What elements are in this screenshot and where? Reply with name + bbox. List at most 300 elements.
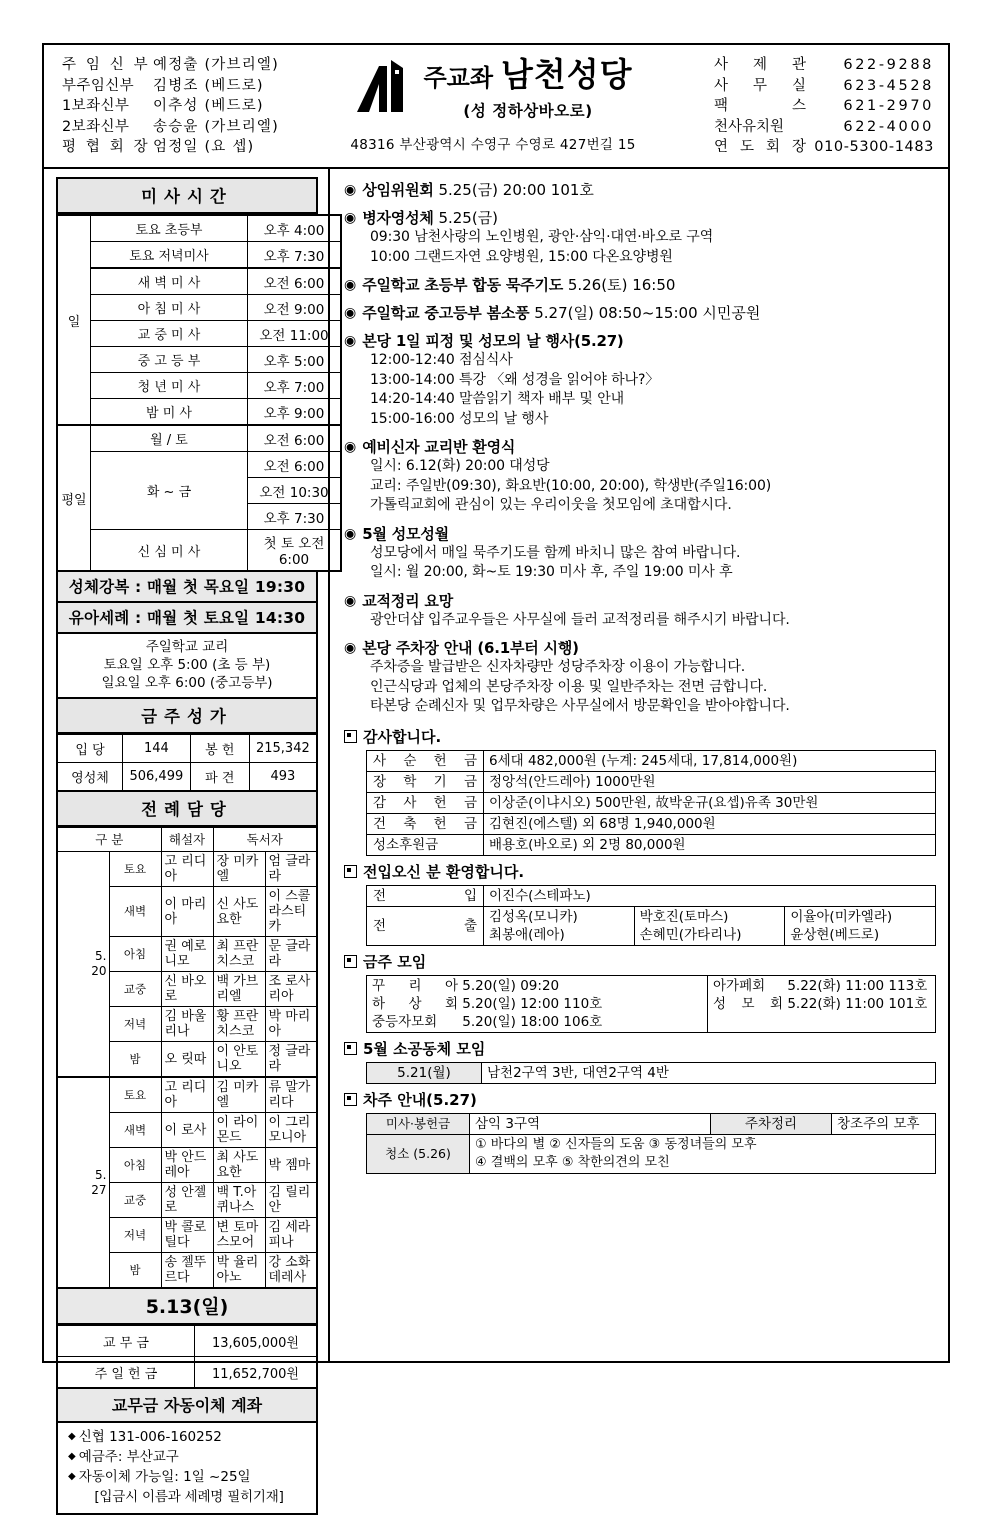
contact-label: 사 무 실 — [714, 77, 806, 94]
mass-name: 토요 저녁미사 — [91, 242, 248, 269]
contact-row — [686, 76, 934, 97]
offering-label: 입 당 — [57, 735, 123, 763]
liturgy-col-commentator: 해설자 — [161, 828, 213, 852]
duty-cleaning-line: ④ 결백의 모후 ⑤ 착한의견의 모친 — [475, 1154, 670, 1170]
liturgy-col-reader: 독서자 — [213, 828, 317, 852]
announcement-title-text: 병자영성체 — [362, 209, 434, 227]
clergy-name: 예정출 (가브리엘) — [153, 57, 279, 73]
weekly-finance-date: 5.13(일) — [56, 1289, 318, 1325]
liturgy-slot: 저녁 — [109, 1218, 161, 1253]
square-bullet-icon — [344, 1093, 357, 1106]
contact-number: 621-2970 — [843, 98, 934, 114]
account-line — [68, 1467, 310, 1487]
liturgy-reader2: 이 그리모니아 — [265, 1113, 317, 1148]
meetings-title: 금주 모임 — [363, 952, 427, 971]
meetings-table — [366, 975, 936, 1033]
thanks-title: 감사합니다. — [363, 727, 442, 746]
table-row — [57, 268, 341, 295]
account-line — [68, 1427, 310, 1447]
contact-row — [686, 55, 934, 76]
diamond-bullet-icon: ◆ — [68, 1471, 76, 1482]
mass-name: 신 심 미 사 — [91, 530, 248, 572]
announcement-title — [362, 181, 594, 200]
announcement-body — [370, 611, 936, 631]
contact-label: 사 제 관 — [714, 57, 806, 73]
mass-time: 오후 9:00 — [248, 399, 342, 426]
sunday-school-box — [56, 634, 318, 699]
diamond-bullet-icon: ◆ — [68, 1431, 76, 1442]
announcement-item — [344, 332, 936, 429]
liturgy-commentator: 김 바울리나 — [161, 1007, 213, 1042]
table-row — [57, 215, 341, 242]
meeting-detail: 5.22(화) 11:00 113호 — [787, 977, 928, 994]
announcement-title-suffix: 5.27(일) 08:50~15:00 시민공원 — [529, 304, 761, 322]
meeting-name: 꾸 리 아 — [372, 977, 458, 994]
church-address: 48316 부산광역시 수영구 수영로 427번길 15 — [350, 137, 636, 153]
liturgy-date-bottom: 20 — [91, 964, 107, 978]
contact-label: 연 도 회 장 — [714, 139, 806, 155]
liturgy-reader1: 변 토마스모어 — [213, 1218, 265, 1253]
weekly-finance-table — [56, 1325, 318, 1389]
transfer-out-name: 이율아(미카엘라) — [790, 908, 893, 925]
mass-schedule-title: 미사시간 — [56, 177, 318, 214]
announcement-title: 본당 주차장 안내 (6.1부터 시행) — [362, 639, 579, 657]
announcement-title: 예비신자 교리반 환영식 — [362, 438, 516, 456]
duty-offering-value: 삼익 3구역 — [470, 1113, 711, 1134]
offering-value: 493 — [249, 763, 317, 792]
announcement-item — [344, 639, 936, 717]
liturgy-date-top: 5. — [95, 949, 107, 963]
liturgy-reader2: 조 로사리아 — [265, 972, 317, 1007]
announcement-body — [370, 658, 936, 717]
duty-offering-label: 미사·봉헌금 — [367, 1113, 470, 1134]
contact-label: 천사유치원 — [714, 118, 785, 135]
thanks-value: 김현진(에스텔) 외 68명 1,940,000원 — [484, 813, 936, 834]
contact-number: 010-5300-1483 — [814, 139, 934, 155]
finance-value: 13,605,000원 — [195, 1326, 318, 1357]
thanks-table — [366, 750, 936, 856]
liturgy-commentator: 성 안젤로 — [161, 1183, 213, 1218]
bullet-circle-icon: ◉ — [344, 439, 357, 455]
meetings-section — [344, 951, 936, 1033]
thanks-label: 감 사 헌 금 — [367, 792, 484, 813]
account-line-text: 예금주: 부산교구 — [78, 1449, 179, 1465]
liturgy-reader2: 정 글라라 — [265, 1042, 317, 1078]
table-row — [57, 852, 317, 887]
clergy-row — [62, 96, 300, 117]
table-row — [367, 1134, 936, 1173]
liturgy-reader2: 문 글라라 — [265, 937, 317, 972]
liturgy-reader2: 류 말가리다 — [265, 1077, 317, 1113]
bullet-circle-icon: ◉ — [344, 592, 357, 609]
bullet-circle-icon: ◉ — [344, 525, 357, 542]
square-bullet-icon — [344, 730, 357, 743]
announcement-item — [344, 209, 936, 267]
duty-cleaning-label: 청소 (5.26) — [367, 1134, 470, 1173]
mass-time: 첫 토 오전 6:00 — [248, 530, 342, 572]
table-row — [57, 763, 317, 792]
account-title: 교무금 자동이체 계좌 — [56, 1389, 318, 1423]
liturgy-reader1: 최 사도요한 — [213, 1148, 265, 1183]
meeting-entry — [372, 995, 702, 1013]
liturgy-reader1: 신 사도요한 — [213, 887, 265, 937]
liturgy-commentator: 고 리디아 — [161, 852, 213, 887]
meeting-name: 중등자모회 — [372, 1013, 438, 1030]
church-title-main: 남천성당 — [501, 55, 633, 94]
bullet-circle-icon: ◉ — [344, 333, 357, 349]
announcement-title — [362, 304, 760, 323]
announcement-body — [370, 457, 936, 516]
mass-name: 아 침 미 사 — [91, 295, 248, 321]
account-line — [68, 1447, 310, 1467]
bullet-circle-icon: ◉ — [344, 305, 357, 321]
table-row — [57, 347, 341, 373]
small-community-section — [344, 1038, 936, 1084]
liturgy-slot: 밤 — [109, 1253, 161, 1289]
account-line-text: 신협 131-006-160252 — [78, 1429, 222, 1445]
clergy-role: 부주임신부 — [62, 77, 135, 94]
mass-time: 오전 9:00 — [248, 295, 342, 321]
liturgy-commentator: 권 예로니모 — [161, 937, 213, 972]
liturgy-reader1: 황 프란치스코 — [213, 1007, 265, 1042]
offering-label: 파 견 — [190, 763, 249, 792]
liturgy-reader1: 김 미카엘 — [213, 1077, 265, 1113]
table-row — [57, 321, 341, 347]
offering-label: 영성체 — [57, 763, 123, 792]
table-row — [367, 885, 936, 906]
announcement-title-suffix: 5.25(금) — [433, 209, 499, 227]
thanks-value: 6세대 482,000원 (누계: 245세대, 17,814,000원) — [484, 750, 936, 771]
bullet-circle-icon: ◉ — [344, 182, 357, 198]
meeting-entry — [713, 977, 930, 995]
infant-baptism-notice: 유아세례 : 매월 첫 토요일 14:30 — [56, 603, 318, 634]
table-row — [367, 750, 936, 771]
clergy-role: 평 협 회 장 — [62, 139, 148, 155]
contact-row — [686, 117, 934, 138]
liturgy-slot: 토요 — [109, 1077, 161, 1113]
announcement-item — [344, 438, 936, 516]
mass-time: 오후 5:00 — [248, 347, 342, 373]
announcement-line: 12:00-12:40 점심식사 — [370, 352, 513, 368]
weekday-label — [57, 425, 91, 571]
liturgy-commentator: 송 젤뚜르다 — [161, 1253, 213, 1289]
mass-time: 오전 6:00 — [248, 425, 342, 452]
liturgy-reader2: 박 젬마 — [265, 1148, 317, 1183]
bulletin-header — [44, 45, 948, 169]
mass-time: 오후 7:30 — [248, 242, 342, 269]
duty-table — [366, 1113, 936, 1174]
sunday-label: 일 — [57, 215, 91, 425]
clergy-name: 송승윤 (가브리엘) — [153, 118, 279, 135]
offering-value: 144 — [123, 735, 191, 763]
church-title — [423, 57, 632, 96]
small-community-title-row — [344, 1038, 936, 1059]
liturgy-reader1: 이 라이몬드 — [213, 1113, 265, 1148]
clergy-role: 1보좌신부 — [62, 98, 130, 114]
account-note: [입금시 이름과 세례명 필히기재] — [94, 1489, 284, 1505]
transfer-title: 전입오신 분 환영합니다. — [363, 862, 525, 881]
thanks-title-row — [344, 726, 936, 747]
contact-row — [686, 96, 934, 117]
finance-label: 주 일 헌 금 — [57, 1357, 195, 1389]
mass-name: 화 ~ 금 — [91, 452, 248, 530]
diamond-bullet-icon: ◆ — [68, 1451, 76, 1462]
church-title-prefix: 주교좌 — [423, 64, 494, 92]
announcement-line: 주차증을 발급받은 신자차량만 성당주차장 이용이 가능합니다. — [370, 659, 746, 675]
table-row — [367, 906, 936, 945]
announcement-line: 일시: 6.12(화) 20:00 대성당 — [370, 458, 550, 474]
square-bullet-icon — [344, 1042, 357, 1055]
meeting-detail: 5.20(일) 18:00 106호 — [462, 1013, 603, 1030]
duty-section — [344, 1089, 936, 1174]
church-logo-icon — [353, 56, 415, 122]
liturgy-commentator: 오 릿따 — [161, 1042, 213, 1078]
announcement-body — [370, 544, 936, 583]
announcement-line: 14:20-14:40 말씀읽기 책자 배부 및 안내 — [370, 391, 625, 407]
bullet-circle-icon: ◉ — [344, 640, 357, 656]
offering-value: 506,499 — [123, 763, 191, 792]
liturgy-slot: 새벽 — [109, 887, 161, 937]
announcement-item — [344, 276, 936, 295]
duty-title: 차주 안내(5.27) — [363, 1090, 477, 1109]
liturgy-reader1: 최 프란치스코 — [213, 937, 265, 972]
liturgy-reader2: 이 스콜라스티카 — [265, 887, 317, 937]
announcement-title: 교적정리 요망 — [362, 591, 453, 610]
thanks-section — [344, 726, 936, 856]
meeting-detail: 5.22(화) 11:00 101호 — [787, 995, 928, 1012]
contact-label: 팩 스 — [714, 98, 806, 114]
table-row — [367, 1062, 936, 1083]
announcement-line: 10:00 그랜드자연 요양병원, 15:00 다온요양병원 — [370, 248, 673, 265]
contact-list — [686, 45, 948, 167]
announcement-line: 가톨릭교회에 관심이 있는 우리이웃을 첫모임에 초대합시다. — [370, 497, 732, 513]
clergy-row — [62, 137, 300, 158]
mass-time: 오후 4:00 — [248, 215, 342, 242]
liturgy-slot: 토요 — [109, 852, 161, 887]
liturgy-table — [56, 827, 318, 1289]
liturgy-reader1: 백 T.아퀴나스 — [213, 1183, 265, 1218]
announcement-line: 교리: 주일반(09:30), 화요반(10:00, 20:00), 학생반(주일16:00) — [370, 477, 772, 494]
account-box — [56, 1423, 318, 1515]
duty-cleaning-value — [470, 1134, 936, 1173]
announcement-line: 인근식당과 업체의 본당주차장 이용 및 일반주차는 전면 금합니다. — [370, 678, 768, 695]
mass-time: 오후 7:30 — [248, 504, 342, 530]
table-row — [367, 1113, 936, 1134]
clergy-role: 주 임 신 부 — [62, 57, 148, 73]
small-community-value: 남천2구역 3반, 대연2구역 4반 — [482, 1062, 936, 1083]
transfer-out-label: 전 출 — [367, 906, 484, 945]
meeting-detail: 5.20(일) 09:20 — [462, 977, 560, 994]
announcement-line: 성모당에서 매일 묵주기도를 함께 바치니 많은 참여 바랍니다. — [370, 544, 741, 561]
mass-name: 새 벽 미 사 — [91, 268, 248, 295]
transfer-in-label: 전 입 — [367, 885, 484, 906]
liturgy-slot: 새벽 — [109, 1113, 161, 1148]
transfer-section — [344, 861, 936, 946]
table-row — [367, 771, 936, 792]
liturgy-slot: 아침 — [109, 937, 161, 972]
announcement-title-suffix: 5.26(토) 16:50 — [563, 276, 676, 294]
announcement-item — [344, 304, 936, 323]
liturgy-commentator: 이 로사 — [161, 1113, 213, 1148]
left-column — [44, 169, 330, 1505]
clergy-row — [62, 117, 300, 138]
liturgy-reader2: 강 소화데레사 — [265, 1253, 317, 1289]
liturgy-commentator: 이 마리아 — [161, 887, 213, 937]
liturgy-commentator: 박 안드레아 — [161, 1148, 213, 1183]
liturgy-slot: 저녁 — [109, 1007, 161, 1042]
clergy-name: 김병조 (베드로) — [153, 77, 264, 94]
table-row — [57, 399, 341, 426]
announcement-body — [370, 228, 936, 267]
liturgy-col-division: 구 분 — [57, 828, 161, 852]
mass-name: 월 / 토 — [91, 425, 248, 452]
announcement-line: 광안더샵 입주교우들은 사무실에 들러 교적정리를 해주시기 바랍니다. — [370, 611, 790, 628]
duty-parking-label: 주차정리 — [711, 1113, 832, 1134]
sunday-school-line: 일요일 오후 6:00 (중고등부) — [101, 675, 273, 691]
duty-title-row — [344, 1089, 936, 1110]
meeting-name: 하 상 회 — [372, 995, 458, 1012]
announcement-title: 5월 성모성월 — [362, 524, 449, 543]
mass-time: 오전 11:00 — [248, 321, 342, 347]
right-column — [330, 169, 948, 1361]
table-row — [367, 813, 936, 834]
liturgy-date — [57, 852, 109, 1078]
offering-label: 봉 헌 — [190, 735, 249, 763]
table-row — [367, 834, 936, 855]
mass-name: 청 년 미 사 — [91, 373, 248, 399]
announcement-line: 타본당 순례신자 및 업무차량은 사무실에서 방문확인을 받아야합니다. — [370, 698, 790, 714]
mass-name: 토요 초등부 — [91, 215, 248, 242]
church-patron: (성 정하상바오로) — [463, 102, 593, 120]
meeting-name: 아가페회 — [713, 977, 766, 994]
sunday-school-title: 주일학교 교리 — [145, 639, 229, 655]
transfer-out-name: 김성옥(모니카) — [489, 908, 578, 925]
table-row — [57, 242, 341, 269]
mass-name: 중 고 등 부 — [91, 347, 248, 373]
liturgy-date — [57, 1077, 109, 1288]
meetings-title-row — [344, 951, 936, 972]
liturgy-reader2: 박 마리아 — [265, 1007, 317, 1042]
table-row — [57, 295, 341, 321]
liturgy-reader1: 이 안토니오 — [213, 1042, 265, 1078]
transfer-out-name: 최봉애(레아) — [489, 926, 565, 943]
contact-number: 622-4000 — [843, 118, 934, 135]
transfer-out-cell — [484, 906, 635, 945]
mass-time: 오후 7:00 — [248, 373, 342, 399]
thanks-label: 건 축 헌 금 — [367, 813, 484, 834]
liturgy-commentator: 신 바오로 — [161, 972, 213, 1007]
mass-time: 오전 10:30 — [248, 478, 342, 504]
meeting-entry — [372, 1013, 702, 1031]
clergy-name: 이추성 (베드로) — [153, 98, 264, 114]
meetings-right-cell — [708, 975, 936, 1032]
small-community-table — [366, 1062, 936, 1084]
table-row — [57, 1077, 317, 1113]
announcement-line: 15:00-16:00 성모의 날 행사 — [370, 410, 549, 427]
table-row — [367, 792, 936, 813]
announcement-line: 일시: 월 20:00, 화~토 19:30 미사 후, 주일 19:00 미사 후 — [370, 564, 733, 580]
announcement-title-suffix: 5.25(금) 20:00 101호 — [433, 181, 594, 199]
announcement-item — [344, 592, 936, 631]
thanks-value: 정앙석(안드레아) 1000만원 — [484, 771, 936, 792]
thanks-label: 장 학 기 금 — [367, 771, 484, 792]
finance-label: 교 무 금 — [57, 1326, 195, 1357]
liturgy-slot: 교중 — [109, 972, 161, 1007]
small-community-title: 5월 소공동체 모임 — [363, 1039, 486, 1058]
liturgy-commentator: 박 콜로틸다 — [161, 1218, 213, 1253]
liturgy-reader2: 엄 글라라 — [265, 852, 317, 887]
transfer-table — [366, 885, 936, 946]
table-row — [57, 735, 317, 763]
square-bullet-icon — [344, 955, 357, 968]
liturgy-reader1: 백 가브리엘 — [213, 972, 265, 1007]
mass-time: 오전 6:00 — [248, 452, 342, 478]
announcement-line: 13:00-14:00 특강 〈왜 성경을 읽어야 하나?〉 — [370, 371, 660, 388]
meeting-entry — [713, 995, 930, 1013]
liturgy-date-bottom: 27 — [91, 1182, 107, 1197]
clergy-role: 2보좌신부 — [62, 118, 130, 135]
announcement-title-text: 주일학교 초등부 합동 묵주기도 — [362, 276, 564, 294]
table-row — [57, 828, 317, 852]
liturgy-reader1: 장 미카엘 — [213, 852, 265, 887]
table-row — [57, 1326, 317, 1357]
sunday-school-line: 토요일 오후 5:00 (초 등 부) — [103, 657, 271, 673]
liturgy-commentator: 고 리디아 — [161, 1077, 213, 1113]
announcement-item — [344, 525, 936, 583]
offering-value: 215,342 — [249, 735, 317, 763]
finance-value: 11,652,700원 — [195, 1357, 318, 1389]
offering-title: 금주성가 — [56, 699, 318, 734]
liturgy-slot: 아침 — [109, 1148, 161, 1183]
transfer-out-name: 박호진(토마스) — [639, 908, 729, 925]
benediction-notice: 성체강복 : 매월 첫 목요일 19:30 — [56, 572, 318, 603]
table-row — [57, 452, 341, 478]
duty-parking-value: 창조주의 모후 — [832, 1113, 936, 1134]
meeting-entry — [713, 1013, 930, 1031]
liturgy-date-top: 5. — [95, 1167, 107, 1182]
transfer-out-name: 손혜민(가타리나) — [639, 926, 742, 943]
table-row — [57, 373, 341, 399]
announcement-title — [362, 276, 675, 295]
table-row — [57, 425, 341, 452]
table-row — [57, 1357, 317, 1389]
clergy-row — [62, 55, 300, 76]
liturgy-slot: 밤 — [109, 1042, 161, 1078]
offering-table — [56, 734, 318, 792]
bullet-circle-icon: ◉ — [344, 210, 357, 226]
transfer-title-row — [344, 861, 936, 882]
bullet-circle-icon: ◉ — [344, 277, 357, 293]
church-identity — [300, 45, 686, 167]
account-line-text: 자동이체 가능일: 1일 ~25일 — [78, 1469, 251, 1485]
square-bullet-icon — [344, 865, 357, 878]
announcement-line: 09:30 남천사랑의 노인병원, 광안·삼익·대연·바오로 구역 — [370, 229, 714, 245]
liturgy-reader1: 박 율리아노 — [213, 1253, 265, 1289]
clergy-name: 엄정일 (요 셉) — [153, 139, 255, 155]
thanks-label: 사 순 헌 금 — [367, 750, 484, 771]
clergy-list — [44, 45, 300, 167]
liturgy-reader2: 김 릴리안 — [265, 1183, 317, 1218]
thanks-label: 성소후원금 — [367, 834, 484, 855]
transfer-in-value: 이진수(스테파노) — [484, 885, 936, 906]
weekday-label-text: 평일 — [61, 492, 87, 508]
bulletin-body — [44, 169, 948, 1505]
transfer-out-name: 윤상현(베드로) — [790, 926, 880, 943]
mass-name: 교 중 미 사 — [91, 321, 248, 347]
meeting-entry — [372, 977, 702, 995]
meeting-detail: 5.20(일) 12:00 110호 — [462, 995, 603, 1012]
thanks-value: 배용호(바오로) 외 2명 80,000원 — [484, 834, 936, 855]
